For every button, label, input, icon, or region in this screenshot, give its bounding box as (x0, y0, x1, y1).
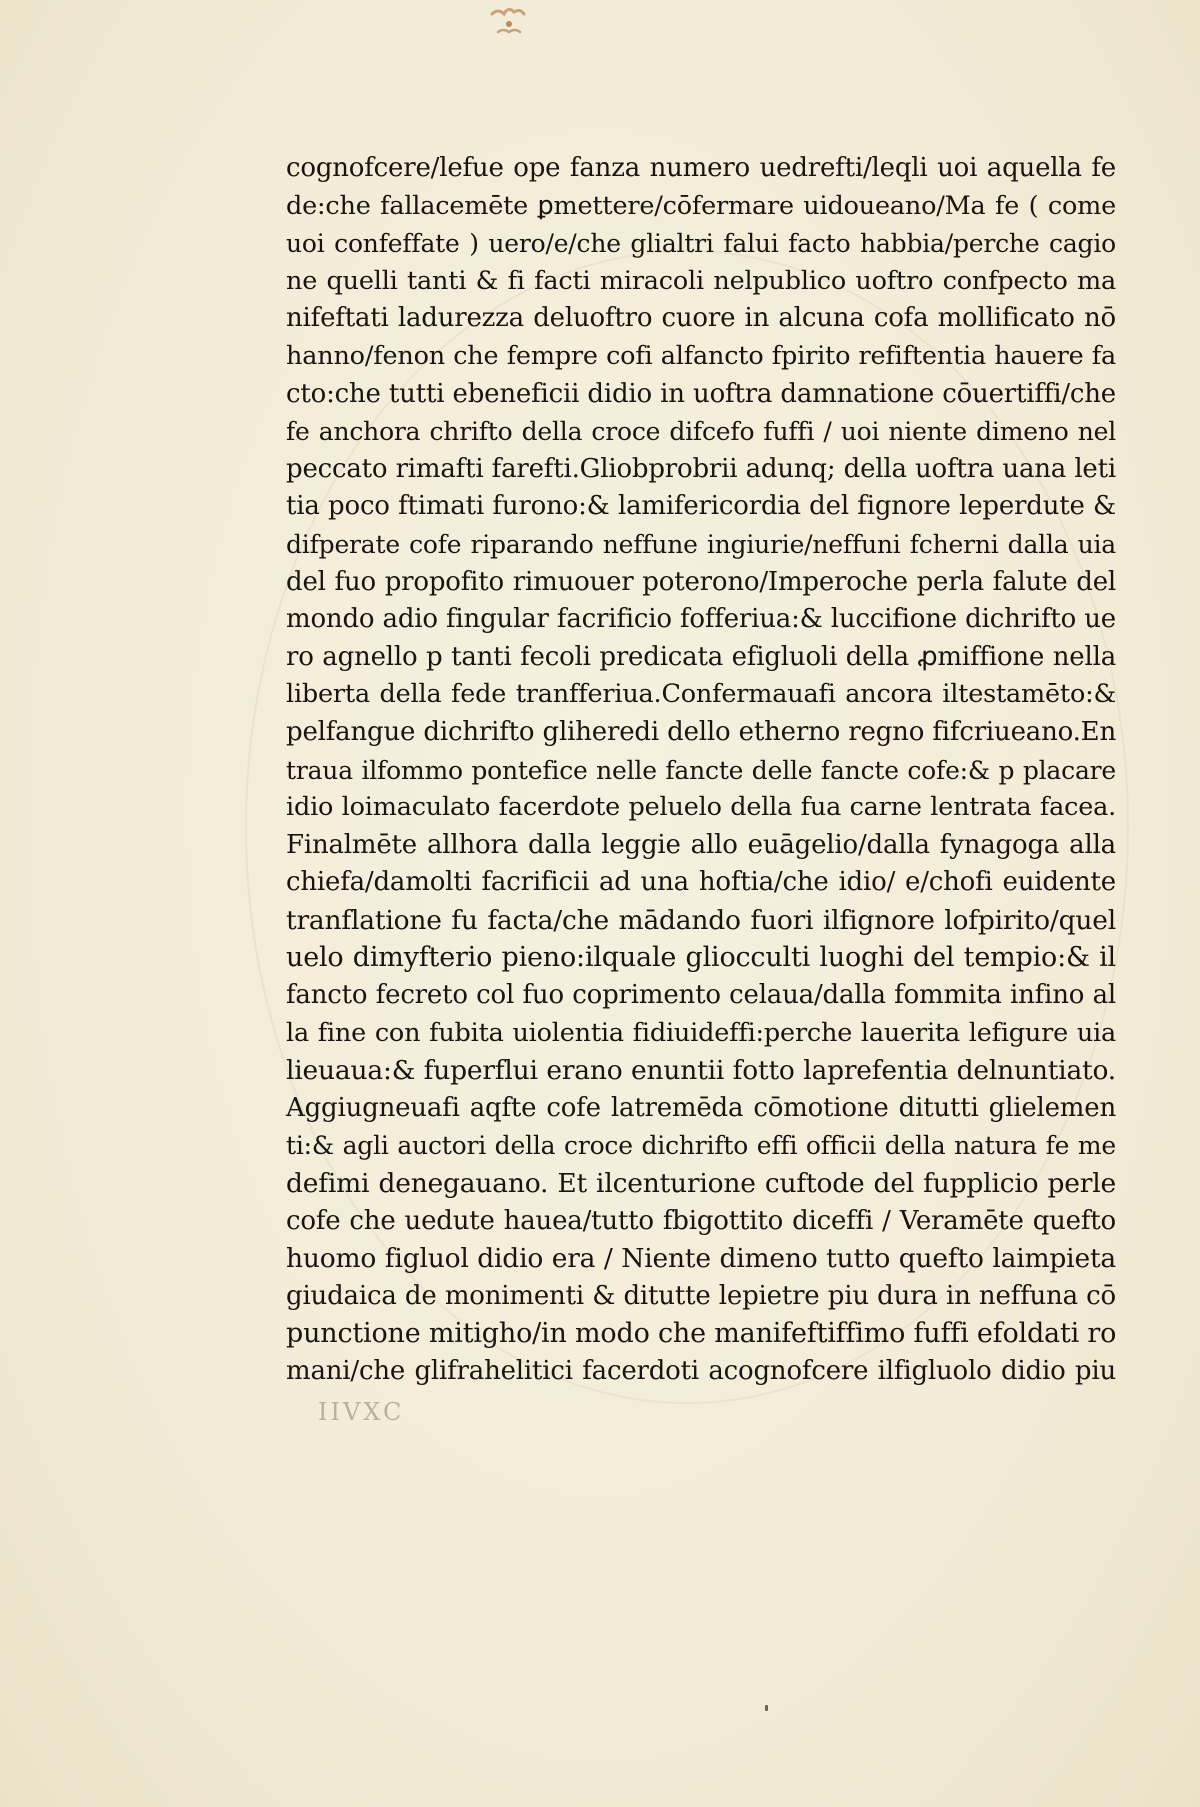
text-line: uoi confeffate ) uero/e/che glialtri falui facto habbia/perche cagio (286, 229, 1116, 259)
text-line: lieuaua:& fuperflui erano enuntii fotto laprefentia delnuntiato. (286, 1055, 1116, 1087)
text-line: uelo dimyfterio pieno:ilquale gliocculti luoghi del tempio:& il (286, 942, 1116, 974)
text-line: mondo adio fingular facrificio fofferiua:& luccifione dichrifto ue (286, 604, 1116, 635)
text-line: traua ilfommo pontefice nelle fancte delle fancte cofe:& p placare (286, 755, 1116, 785)
text-line: punctione mitigho/in modo che manifeftiffimo fuffi efoldati ro (286, 1318, 1117, 1350)
text-line: Aggiugneuafi aqfte cofe latremēda cōmotione ditutti glielemen (286, 1092, 1116, 1123)
text-line: idio loimaculato facerdote peluelo della fua carne lentrata facea. (286, 792, 1116, 823)
text-line: nifeftati ladurezza deluoftro cuore in alcuna cofa mollificato nō (286, 303, 1116, 334)
text-line: peccato rimafti farefti.Gliobprobrii adunq; della uoftra uana leti (286, 453, 1116, 484)
text-line: cognofcere/lefue ope fanza numero uedrefti/leqli uoi aquella fe (286, 153, 1116, 183)
text-line: mani/che glifrahelitici facerdoti acognofcere ilfigluolo didio piu (286, 1356, 1116, 1386)
text-line: cto:che tutti ebeneficii didio in uoftra damnatione cōuertiffi/che (286, 378, 1116, 409)
text-line: de:che fallacemēte ꝑmettere/cōfermare uidoueano/Ma fe ( come (286, 190, 1116, 221)
text-line: pelfangue dichrifto gliheredi dello etherno regno fifcriueano.En (286, 716, 1116, 747)
text-line: defimi denegauano. Et ilcenturione cuftode del fupplicio perle (286, 1168, 1116, 1200)
text-line: Finalmēte allhora dalla leggie allo euāgelio/dalla fynagoga alla (286, 829, 1116, 860)
text-line: la fine con fubita uiolentia fidiuideffi:perche lauerita lefigure uia (286, 1017, 1116, 1048)
text-line: fancto fecreto col fuo coprimento celaua/dalla fommita infino al (286, 980, 1116, 1011)
text-line: hanno/fenon che fempre cofi alfancto fpirito refiftentia hauere fa (286, 340, 1116, 371)
text-line: ro agnello p tanti fecoli predicata efigluoli della ꝓmiffione nella (286, 641, 1116, 672)
text-line: fe anchora chrifto della croce difcefo fuffi / uoi niente dimeno nel (286, 417, 1116, 447)
text-line: giudaica de monimenti & ditutte lepietre piu dura in neffuna cō (286, 1280, 1116, 1311)
folio-number: IIVXC (318, 1398, 405, 1426)
text-line: ti:& agli auctori della croce dichrifto effi officii della natura fe me (286, 1131, 1116, 1161)
text-line: cofe che uedute hauea/tutto fbigottito diceffi / Veramēte quefto (286, 1205, 1116, 1236)
text-line: liberta della fede tranfferiua.Confermauafi ancora iltestamēto:& (286, 679, 1116, 710)
text-line: chiefa/damolti facrificii ad una hoftia/che idio/ e/chofi euidente (286, 867, 1116, 898)
text-line: ne quelli tanti & fi facti miracoli nelpublico uoftro confpecto ma (286, 265, 1116, 296)
text-line: difperate cofe riparando neffune ingiurie/neffuni fcherni dalla uia (286, 529, 1116, 559)
text-line: del fuo propofito rimuouer poterono/Imperoche perla falute del (286, 566, 1116, 597)
text-line: tia poco ftimati furono:& lamifericordia del fignore leperdute & (286, 491, 1116, 522)
printer-ornament-icon (484, 2, 534, 40)
text-line: huomo figluol didio era / Niente dimeno tutto quefto laimpieta (286, 1243, 1116, 1275)
text-line: tranflatione fu facta/che mādando fuori ilfignore lofpirito/quel (286, 904, 1116, 936)
body-text (286, 150, 1116, 1391)
paper-speck (765, 1705, 768, 1711)
